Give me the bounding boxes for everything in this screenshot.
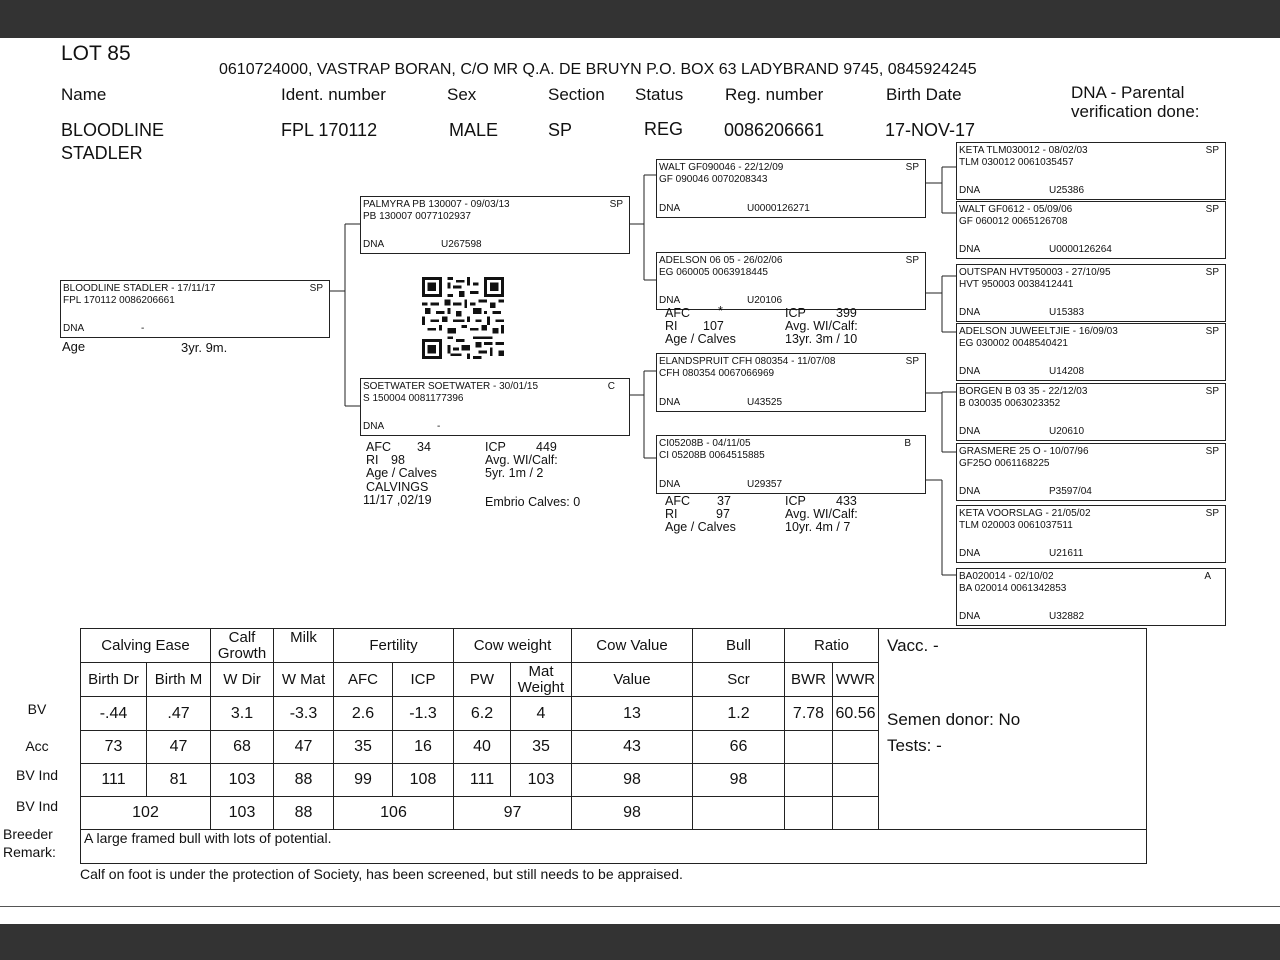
bv-cell: 3.1 — [211, 697, 274, 731]
ssd-dna-value: U0000126264 — [1049, 244, 1112, 255]
stat-afc-label: AFC — [665, 494, 690, 508]
ss-dna-label: DNA — [659, 203, 681, 214]
col-afc: AFC — [334, 663, 393, 697]
grandsire-sire-box — [656, 159, 926, 218]
stat-calvings-label: CALVINGS — [366, 480, 429, 494]
sd-title: ADELSON 06 05 - 26/02/06 — [659, 255, 783, 266]
ggp-dss-box — [956, 383, 1226, 441]
bv-cell: -.44 — [81, 697, 147, 731]
group-calf-growth: Calf Growth — [211, 629, 274, 663]
dds-grade: SP — [1205, 508, 1219, 519]
dsd-line2: GF25O 0061168225 — [959, 458, 1050, 469]
ssd-grade: SP — [1205, 204, 1219, 215]
stat-calvings-value: 11/17 ,02/19 — [363, 493, 432, 507]
sire-box — [360, 196, 630, 254]
bv-ind2-cell: 98 — [572, 797, 693, 830]
qr-code — [420, 277, 506, 359]
dsd-dna-label: DNA — [959, 486, 981, 497]
header-reg: Reg. number — [725, 85, 824, 104]
bv-ind-cell — [833, 764, 879, 797]
breeder-remark: A large framed bull with lots of potential. — [81, 830, 1147, 864]
subject-box — [60, 280, 330, 338]
bv-cell: 1.2 — [693, 697, 785, 731]
dam-title: SOETWATER SOETWATER - 30/01/15 — [363, 381, 539, 392]
sdd-line2: EG 030002 0048540421 — [959, 338, 1068, 349]
sds-dna-value: U15383 — [1049, 307, 1085, 318]
bv-ind2-empty — [785, 797, 833, 830]
header-section: Section — [548, 85, 605, 104]
sd-dna-value: U20106 — [747, 295, 783, 306]
ds-title: ELANDSPRUIT CFH 080354 - 11/07/08 — [659, 356, 836, 367]
bv-cell: .47 — [147, 697, 211, 731]
stat-afc-value: 37 — [717, 494, 731, 508]
bv-ind-cell: 98 — [693, 764, 785, 797]
sss-title: KETA TLM030012 - 08/02/03 — [959, 145, 1088, 156]
dds-line2: TLM 020003 0061037511 — [959, 520, 1073, 531]
ddd-dna-value: U32882 — [1049, 611, 1085, 622]
dss-grade: SP — [1205, 386, 1219, 397]
header-status: Status — [635, 85, 684, 104]
animal-section: SP — [548, 120, 573, 140]
dds-dna-value: U21611 — [1049, 548, 1084, 559]
footer-rule — [0, 906, 1280, 907]
subject-dna-label: DNA — [63, 323, 85, 334]
sdd-grade: SP — [1205, 326, 1219, 337]
dss-dna-label: DNA — [959, 426, 981, 437]
sdd-dna-label: DNA — [959, 366, 981, 377]
ss-grade: SP — [905, 162, 919, 173]
group-ratio: Ratio — [785, 629, 879, 663]
stat-age-label: Age / Calves — [665, 332, 736, 346]
group-cow-weight: Cow weight — [454, 629, 572, 663]
row-label-bv-ind: BV Ind — [15, 767, 59, 783]
breeding-values-table — [80, 628, 1147, 864]
bv-ind2-cell: 103 — [211, 797, 274, 830]
animal-status: REG — [644, 119, 684, 139]
stat-age-label: Age / Calves — [366, 466, 437, 480]
acc-cell: 35 — [334, 731, 393, 764]
bv-ind-cell: 108 — [393, 764, 454, 797]
ssd-title: WALT GF0612 - 05/09/06 — [959, 204, 1073, 215]
bv-ind-cell: 103 — [211, 764, 274, 797]
sds-grade: SP — [1205, 267, 1219, 278]
dds-title: KETA VOORSLAG - 21/05/02 — [959, 508, 1091, 519]
ggp-ddd-box — [956, 568, 1226, 626]
dam-box — [360, 378, 630, 436]
stat-icp-value: 399 — [836, 306, 857, 320]
dd-title: CI05208B - 04/11/05 — [659, 438, 751, 449]
ds-dna-value: U43525 — [747, 397, 783, 408]
col-scr: Scr — [693, 663, 785, 697]
granddam-dam-box — [656, 435, 926, 494]
ddd-grade: A — [1204, 571, 1211, 582]
sire-grade: SP — [609, 199, 623, 210]
header-dna-2: verification done: — [1071, 102, 1200, 121]
grandsire-dam-box — [656, 353, 926, 412]
dds-dna-label: DNA — [959, 548, 981, 559]
sire-title: PALMYRA PB 130007 - 09/03/13 — [363, 199, 510, 210]
row-label-bv-ind-2: BV Ind — [15, 798, 59, 814]
bv-ind-cell: 88 — [274, 764, 334, 797]
row-label-bv: BV — [27, 701, 47, 717]
stats-sire-dam — [665, 304, 925, 349]
bv-ind2-cell: 106 — [334, 797, 454, 830]
bv-cell: 6.2 — [454, 697, 511, 731]
stat-icp-value: 449 — [536, 440, 557, 454]
ggp-dsd-box — [956, 443, 1226, 501]
dsd-dna-value: P3597/04 — [1049, 486, 1092, 497]
stat-wi-label: Avg. WI/Calf: — [785, 507, 858, 521]
sds-title: OUTSPAN HVT950003 - 27/10/95 — [959, 267, 1111, 278]
header-birth: Birth Date — [886, 85, 962, 104]
ggp-sds-box — [956, 264, 1226, 322]
ss-line2: GF 090046 0070208343 — [659, 174, 768, 185]
group-bull: Bull — [693, 629, 785, 663]
ddd-dna-label: DNA — [959, 611, 981, 622]
ddd-title: BA020014 - 02/10/02 — [959, 571, 1054, 582]
col-birth-dr: Birth Dr — [81, 663, 147, 697]
sss-grade: SP — [1205, 145, 1219, 156]
subject-title: BLOODLINE STADLER - 17/11/17 — [63, 283, 216, 294]
acc-cell: 47 — [274, 731, 334, 764]
dd-line2: CI 05208B 0064515885 — [659, 450, 765, 461]
sds-line2: HVT 950003 0038412441 — [959, 279, 1074, 290]
group-milk: Milk — [274, 629, 334, 663]
sd-grade: SP — [905, 255, 919, 266]
group-fertility: Fertility — [334, 629, 454, 663]
stat-afc-label: AFC — [366, 440, 391, 454]
animal-sex: MALE — [449, 120, 499, 140]
dss-dna-value: U20610 — [1049, 426, 1085, 437]
group-calving-ease: Calving Ease — [81, 629, 211, 663]
ds-line2: CFH 080354 0067066969 — [659, 368, 775, 379]
animal-ident: FPL 170112 — [281, 120, 378, 140]
row-label-acc: Acc — [25, 738, 49, 754]
stat-embrio: Embrio Calves: 0 — [485, 495, 581, 509]
vacc-text: Vacc. - — [887, 636, 939, 655]
stat-wi-label: Avg. WI/Calf: — [485, 453, 558, 467]
ssd-line2: GF 060012 0065126708 — [959, 216, 1068, 227]
bv-ind2-empty — [693, 797, 785, 830]
bv-ind2-empty — [833, 797, 879, 830]
col-wwr: WWR — [833, 663, 879, 697]
header-ident: Ident. number — [281, 85, 386, 104]
ds-grade: SP — [905, 356, 919, 367]
bv-ind2-cell: 97 — [454, 797, 572, 830]
col-mat-weight: Mat Weight — [511, 663, 572, 697]
stat-age-label: Age / Calves — [665, 520, 736, 534]
lot-number: LOT 85 — [61, 42, 131, 65]
stat-ri-label: RI — [665, 507, 678, 521]
remark-label-2: Remark: — [3, 844, 56, 860]
bv-ind2-cell: 102 — [81, 797, 211, 830]
dsd-grade: SP — [1205, 446, 1219, 457]
group-cow-value: Cow Value — [572, 629, 693, 663]
stat-ri-label: RI — [366, 453, 379, 467]
subject-dna-value: - — [141, 323, 145, 334]
sdd-title: ADELSON JUWEELTJIE - 16/09/03 — [959, 326, 1118, 337]
ggp-sss-box — [956, 142, 1226, 200]
stats-dam-dam — [665, 495, 925, 537]
ds-dna-label: DNA — [659, 397, 681, 408]
owner-info: 0610724000, VASTRAP BORAN, C/O MR Q.A. DE BRUYN P.O. BOX 63 LADYBRAND 9745, 0845924245 — [219, 61, 977, 78]
dd-grade: B — [904, 438, 911, 449]
ggp-sdd-box — [956, 323, 1226, 381]
dam-grade: C — [607, 381, 615, 392]
vaccination-panel — [879, 629, 1147, 830]
col-bwr: BWR — [785, 663, 833, 697]
acc-cell: 66 — [693, 731, 785, 764]
bv-cell: -1.3 — [393, 697, 454, 731]
sire-dna-label: DNA — [363, 239, 385, 250]
bv-cell: -3.3 — [274, 697, 334, 731]
stat-age-value: 5yr. 1m / 2 — [485, 466, 544, 480]
stat-wi-label: Avg. WI/Calf: — [785, 319, 858, 333]
acc-cell: 16 — [393, 731, 454, 764]
col-w-dir: W Dir — [211, 663, 274, 697]
footer-note: Calf on foot is under the protection of Society, has been screened, but still needs to be appraised. — [80, 866, 683, 882]
animal-name-2: STADLER — [61, 143, 143, 163]
stat-afc-value: * — [718, 304, 723, 318]
stat-age-value: 13yr. 3m / 10 — [785, 332, 858, 346]
stat-ri-label: RI — [665, 319, 678, 333]
remark-label-1: Breeder — [3, 826, 53, 842]
acc-cell: 43 — [572, 731, 693, 764]
bv-ind-cell: 81 — [147, 764, 211, 797]
sd-line2: EG 060005 0063918445 — [659, 267, 768, 278]
col-icp: ICP — [393, 663, 454, 697]
granddam-sire-box — [656, 252, 926, 310]
sd-dna-label: DNA — [659, 295, 681, 306]
bv-ind-cell — [785, 764, 833, 797]
sss-dna-value: U25386 — [1049, 185, 1085, 196]
stat-icp-label: ICP — [785, 494, 806, 508]
dsd-title: GRASMERE 25 O - 10/07/96 — [959, 446, 1089, 457]
dam-dna-label: DNA — [363, 421, 385, 432]
stat-icp-label: ICP — [785, 306, 806, 320]
subject-line2: FPL 170112 0086206661 — [63, 295, 175, 306]
stat-age-value: 10yr. 4m / 7 — [785, 520, 851, 534]
age-value: 3yr. 9m. — [181, 340, 228, 355]
bv-ind2-cell: 88 — [274, 797, 334, 830]
ssd-dna-label: DNA — [959, 244, 981, 255]
bv-cell: 60.56 — [833, 697, 879, 731]
sss-dna-label: DNA — [959, 185, 981, 196]
dd-dna-label: DNA — [659, 479, 681, 490]
col-w-mat: W Mat — [274, 663, 334, 697]
stat-afc-label: AFC — [665, 306, 690, 320]
dam-line2: S 150004 0081177396 — [363, 393, 464, 404]
bv-ind-cell: 111 — [81, 764, 147, 797]
sds-dna-label: DNA — [959, 307, 981, 318]
ggp-ssd-box — [956, 201, 1226, 259]
col-value: Value — [572, 663, 693, 697]
ddd-line2: BA 020014 0061342853 — [959, 583, 1067, 594]
header-sex: Sex — [447, 85, 477, 104]
acc-cell — [833, 731, 879, 764]
animal-birth: 17-NOV-17 — [885, 120, 976, 140]
bv-cell: 2.6 — [334, 697, 393, 731]
dd-dna-value: U29357 — [747, 479, 783, 490]
bv-cell: 7.78 — [785, 697, 833, 731]
header-name: Name — [61, 85, 107, 104]
stat-afc-value: 34 — [417, 440, 431, 454]
bv-cell: 4 — [511, 697, 572, 731]
sss-line2: TLM 030012 0061035457 — [959, 157, 1074, 168]
sire-line2: PB 130007 0077102937 — [363, 211, 471, 222]
dss-line2: B 030035 0063023352 — [959, 398, 1061, 409]
header-dna-1: DNA - Parental — [1071, 83, 1185, 102]
acc-cell — [785, 731, 833, 764]
stats-dam — [365, 441, 625, 511]
acc-cell: 47 — [147, 731, 211, 764]
dam-dna-value: - — [437, 421, 441, 432]
stat-ri-value: 107 — [703, 319, 724, 333]
semen-donor-text: Semen donor: No — [887, 710, 1021, 729]
bv-ind-cell: 98 — [572, 764, 693, 797]
bv-ind-cell: 99 — [334, 764, 393, 797]
acc-cell: 40 — [454, 731, 511, 764]
dss-title: BORGEN B 03 35 - 22/12/03 — [959, 386, 1088, 397]
bv-ind-cell: 111 — [454, 764, 511, 797]
stat-ri-value: 98 — [391, 453, 405, 467]
sdd-dna-value: U14208 — [1049, 366, 1085, 377]
acc-cell: 73 — [81, 731, 147, 764]
ggp-dds-box — [956, 505, 1226, 563]
col-birth-m: Birth M — [147, 663, 211, 697]
animal-reg: 0086206661 — [724, 120, 825, 140]
tests-text: Tests: - — [887, 736, 942, 755]
subject-grade: SP — [309, 283, 323, 294]
ss-title: WALT GF090046 - 22/12/09 — [659, 162, 784, 173]
stat-ri-value: 97 — [716, 507, 730, 521]
age-label: Age — [62, 339, 86, 354]
animal-name-1: BLOODLINE — [61, 120, 165, 140]
col-pw: PW — [454, 663, 511, 697]
stat-icp-value: 433 — [836, 494, 857, 508]
bv-cell: 13 — [572, 697, 693, 731]
stat-icp-label: ICP — [485, 440, 506, 454]
bv-ind-cell: 103 — [511, 764, 572, 797]
acc-cell: 35 — [511, 731, 572, 764]
ss-dna-value: U0000126271 — [747, 203, 810, 214]
sire-dna-value: U267598 — [441, 239, 482, 250]
acc-cell: 68 — [211, 731, 274, 764]
